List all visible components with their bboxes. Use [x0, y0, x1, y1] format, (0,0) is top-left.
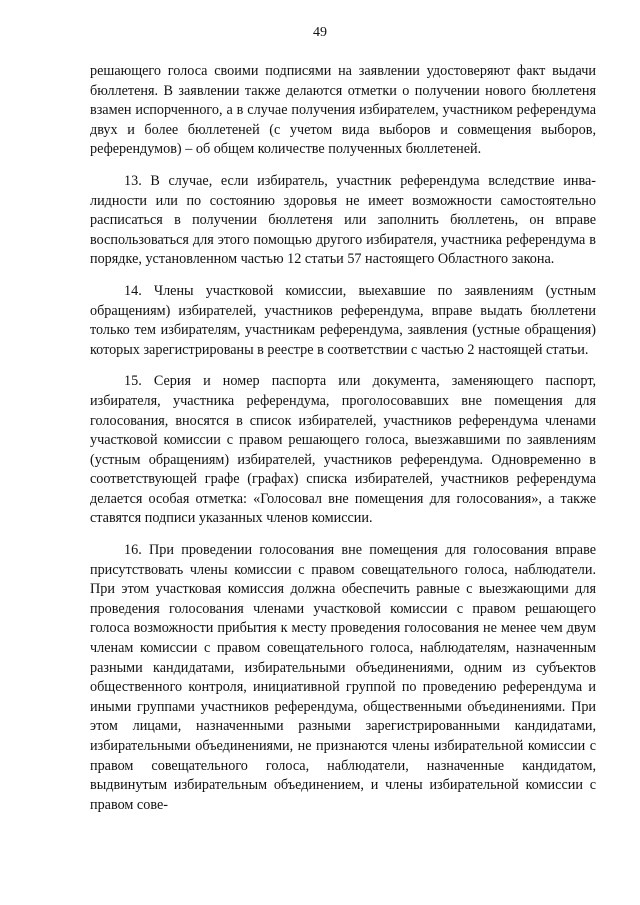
page-number: 49: [313, 25, 327, 40]
paragraph-13: 13. В случае, если избиратель, участник референдума вследствие инвалидности или по состоянию здоровья не имеет возможности самостоятельно расписаться в получении бюллетеня или заполнить бюллетень, он вправе воспользоваться для этого помощью другого избирателя, участника референдума в порядке, установленном частью 12 статьи 57 настоящего Областного закона.: [90, 172, 596, 268]
paragraph-16: 16. При проведении голосования вне помещения для голосования вправе присутствовать члены комиссии с правом совещательного голоса, наблюдатели. При этом участковая комиссия должна обеспечить равные с выезжающими для проведения голосования членами участковой комиссии с правом решающего голоса возможности прибытия к месту проведения голосования не менее чем двум членам комиссии с правом совещательного голоса, наблюдателям, назначенным разными кандидатами, избирательными объединениями, одним из субъектов общественного контроля, инициативной группой по проведению референдума и иными группами участников референдума, общественными объединениями. При этом лицами, назначенными разными зарегистрированными кандидатами, избирательными объединениями, не признаются члены избирательной комиссии с правом совещательного голоса, наблюдатели, назначенные кандидатом, выдвинутым избирательным объединением, и члены избирательной комиссии с правом сове-: [90, 542, 596, 813]
paragraph-14: 14. Члены участковой комиссии, выехавшие по заявлениям (устным обращениям) избирателей, участников референдума, вправе выдать бюллетени только тем избирателям, участникам референдума, заявления (устные обращения) которых зарегистрированы в реестре в соответствии с частью 2 настоящей статьи.: [90, 282, 596, 358]
paragraph-continuation: решающего голоса своими подписями на заявлении удостоверяют факт выдачи бюллетеня. В заявлении также делаются отметки о получении нового бюллетеня взамен испорченного, а в случае получения избирателем, участником референдума двух и более бюллетеней (с учетом вида выборов и совмещения выборов, референдумов) – об общем количестве полученных бюллетеней.: [90, 63, 596, 158]
document-body: [90, 62, 596, 815]
paragraph-15: 15. Серия и номер паспорта или документа, заменяющего паспорт, избирателя, участника референдума, проголосовавших вне помещения для голосования, вносятся в список избирателей, участников референдума членами участковой комиссии с правом решающего голоса, выезжавшими по заявлениям (устным обращениям) избирателей, участников референдума. Одновременно в соответствующей графе (графах) списка избирателей, участников референдума делается особая отметка: «Голосовал вне помещения для голосования», а также ставятся подписи указанных членов комиссии.: [90, 373, 596, 527]
